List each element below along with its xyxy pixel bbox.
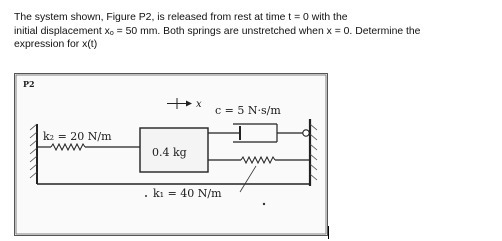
spring-k1	[208, 157, 310, 163]
problem-line-1: The system shown, Figure P2, is released from rest at time t = 0 with the	[14, 12, 348, 23]
speck-dot	[263, 203, 265, 205]
problem-statement	[14, 11, 500, 52]
problem-line-2-start: initial displacement x	[14, 25, 110, 37]
spring-k2	[37, 144, 140, 150]
right-wall	[310, 119, 317, 186]
figure-label: P2	[23, 79, 35, 89]
damper-c	[208, 124, 309, 142]
figure-p2	[14, 73, 328, 236]
x-label: x	[196, 99, 202, 110]
k1-leader-line	[240, 166, 256, 192]
damper-label: c = 5 N·s/m	[215, 104, 281, 117]
x-subscript: o	[109, 29, 114, 37]
mass-label: 0.4 kg	[152, 146, 187, 159]
speck-dot	[145, 195, 147, 197]
problem-line-3: expression for x(t)	[14, 39, 98, 51]
spring-k1-label: k₁ = 40 N/m	[153, 187, 222, 200]
x-direction-arrow	[167, 98, 192, 109]
problem-line-2	[14, 25, 500, 39]
left-wall	[30, 124, 37, 184]
spring-k2-label: k₂ = 20 N/m	[43, 130, 112, 143]
text-cursor	[328, 226, 329, 239]
spring-mass-damper-diagram	[15, 74, 327, 235]
problem-line-2-end: = 50 mm. Both springs are unstretched when x = 0. Determine the	[113, 25, 421, 37]
